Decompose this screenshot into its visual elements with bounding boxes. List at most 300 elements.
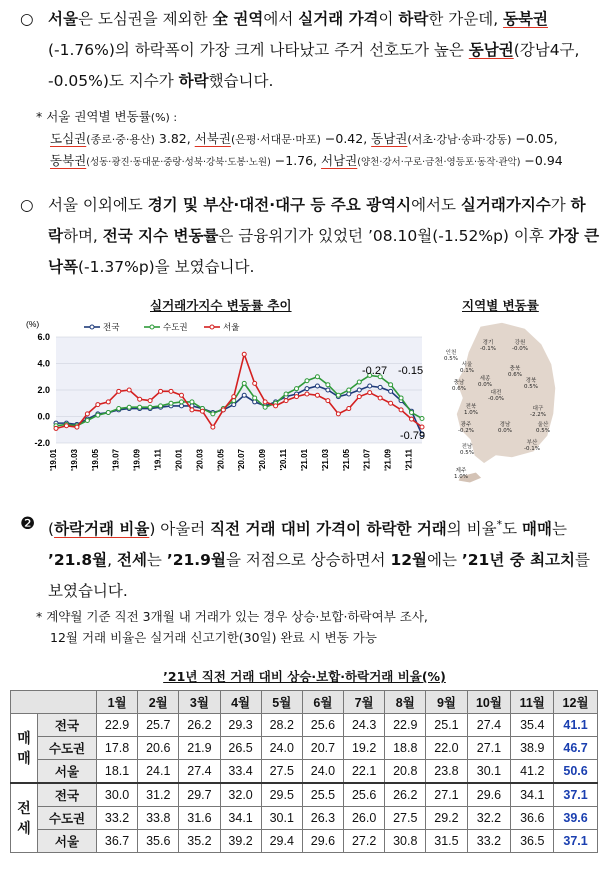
data-point bbox=[326, 399, 330, 403]
data-point bbox=[357, 395, 361, 399]
korea-region-map bbox=[430, 318, 580, 486]
map-region-label bbox=[478, 376, 492, 388]
data-point bbox=[127, 388, 131, 392]
x-tick-label: '21.09 bbox=[383, 449, 393, 471]
table-cell: 25.6 bbox=[302, 714, 343, 737]
data-point bbox=[389, 383, 393, 387]
note-seoul-regions bbox=[36, 106, 606, 173]
table-cell: 23.8 bbox=[426, 760, 467, 784]
table-cell: 26.2 bbox=[385, 783, 426, 807]
y-tick-label: 0.0 bbox=[37, 411, 50, 422]
table-cell: 25.1 bbox=[426, 714, 467, 737]
map-region-label bbox=[536, 422, 550, 434]
data-point bbox=[148, 405, 152, 409]
text-prev-trade: 직전 거래 대비 가격이 하락한 거래 bbox=[210, 520, 447, 539]
legend-label: 서울 bbox=[223, 322, 240, 332]
table-row bbox=[11, 760, 598, 784]
table-header-row bbox=[11, 691, 598, 714]
data-point bbox=[420, 416, 424, 420]
map-region-value: 0.5% bbox=[524, 384, 538, 390]
data-point bbox=[336, 393, 340, 397]
table-row bbox=[11, 783, 598, 807]
text-decline: 하락 bbox=[48, 196, 586, 245]
map-region-name: 세종 bbox=[479, 376, 491, 382]
x-tick-label: '19.01 bbox=[49, 449, 58, 471]
group-label: 매 매 bbox=[11, 714, 38, 784]
map-region-label bbox=[454, 468, 468, 480]
map-region-value: 0.6% bbox=[508, 372, 522, 378]
text-national-rate: 전국 지수 변동률 bbox=[102, 227, 219, 245]
table-cell: 27.1 bbox=[467, 737, 511, 760]
map-region-value: -0.0% bbox=[512, 346, 528, 352]
data-point bbox=[106, 400, 110, 404]
x-tick-label: '21.11 bbox=[404, 449, 414, 471]
text-actual-price: 실거래 가격 bbox=[298, 10, 379, 28]
map-region-value: 1.0% bbox=[454, 474, 468, 480]
map-region-value: 0.0% bbox=[498, 428, 512, 434]
data-point bbox=[169, 401, 173, 405]
table-cell: 20.7 bbox=[302, 737, 343, 760]
table-cell: 41.1 bbox=[554, 714, 598, 737]
text-sale: 매매 bbox=[522, 520, 552, 539]
y-axis-label: (%) bbox=[26, 319, 40, 329]
data-point bbox=[336, 412, 340, 416]
data-point bbox=[85, 412, 89, 416]
x-tick-label: '21.05 bbox=[341, 449, 351, 471]
annotation-label: -0.79 bbox=[400, 430, 426, 443]
table-cell: 22.0 bbox=[426, 737, 467, 760]
text-year-high: ’21년 중 최고치 bbox=[461, 551, 575, 570]
region-value: −0.42, bbox=[320, 131, 372, 146]
region-value: 3.82, bbox=[154, 131, 195, 146]
map-region-label bbox=[512, 340, 528, 352]
row-label: 수도권 bbox=[38, 737, 97, 760]
table-cell: 39.6 bbox=[554, 807, 598, 830]
table-cell: 24.3 bbox=[344, 714, 385, 737]
header-month: 3월 bbox=[179, 691, 220, 714]
table-cell: 24.0 bbox=[302, 760, 343, 784]
text: 에는 bbox=[427, 551, 462, 570]
table-cell: 31.2 bbox=[138, 783, 179, 807]
data-point bbox=[179, 400, 183, 404]
table-cell: 22.9 bbox=[97, 714, 138, 737]
map-region-name: 전남 bbox=[461, 444, 473, 450]
data-point bbox=[326, 388, 330, 392]
data-point bbox=[315, 384, 319, 388]
table-cell: 27.1 bbox=[426, 783, 467, 807]
map-region-value: 0.5% bbox=[444, 356, 458, 362]
text: 하며, bbox=[62, 227, 103, 245]
data-point bbox=[295, 395, 299, 399]
table-cell: 33.8 bbox=[138, 807, 179, 830]
table-row bbox=[11, 830, 598, 853]
text-all-regions: 全 권역 bbox=[212, 10, 264, 28]
data-point bbox=[357, 380, 361, 384]
text-decline: 하락 bbox=[398, 10, 429, 28]
data-point bbox=[263, 405, 267, 409]
table-row bbox=[11, 714, 598, 737]
row-label: 수도권 bbox=[38, 807, 97, 830]
data-point bbox=[347, 392, 351, 396]
note-head: * 서울 권역별 변동률 bbox=[36, 109, 151, 124]
text: 이 bbox=[378, 10, 399, 28]
data-point bbox=[117, 389, 121, 393]
table-cell: 30.8 bbox=[385, 830, 426, 853]
data-point bbox=[399, 396, 403, 400]
table-cell: 25.7 bbox=[138, 714, 179, 737]
bullet-number-2: ❷ bbox=[20, 514, 36, 534]
table-cell: 38.9 bbox=[511, 737, 554, 760]
data-point bbox=[64, 424, 68, 428]
text: 은 금융위기가 있었던 ’08.10월(-1.52%p) 이후 bbox=[218, 227, 549, 245]
legend-marker bbox=[150, 325, 154, 329]
row-label: 서울 bbox=[38, 830, 97, 853]
table-cell: 32.2 bbox=[467, 807, 511, 830]
map-region-name: 강원 bbox=[514, 340, 526, 346]
table-cell: 28.2 bbox=[261, 714, 302, 737]
table-cell: 25.6 bbox=[344, 783, 385, 807]
text-aug: ’21.8월 bbox=[48, 551, 108, 570]
data-point bbox=[315, 375, 319, 379]
table-cell: 20.6 bbox=[138, 737, 179, 760]
map-region-label bbox=[458, 422, 474, 434]
table-cell: 37.1 bbox=[554, 830, 598, 853]
map-region-label bbox=[464, 404, 478, 416]
region-value: −0.94 bbox=[520, 153, 563, 168]
table-cell: 19.2 bbox=[344, 737, 385, 760]
data-point bbox=[179, 404, 183, 408]
table-cell: 29.2 bbox=[426, 807, 467, 830]
map-region-name: 인천 bbox=[445, 350, 457, 356]
header-month: 10월 bbox=[467, 691, 511, 714]
paragraph-national bbox=[20, 190, 600, 283]
data-point bbox=[179, 393, 183, 397]
text-major-cities: 경기 및 부산·대전·대구 등 주요 광역시 bbox=[147, 196, 412, 214]
header-month: 5월 bbox=[261, 691, 302, 714]
data-point bbox=[211, 425, 215, 429]
text-dongnam: 동남권 bbox=[468, 41, 514, 59]
table-cell: 34.1 bbox=[511, 783, 554, 807]
ratio-table bbox=[10, 690, 598, 853]
text: 에서 bbox=[263, 10, 299, 28]
region-value: −0.05, bbox=[511, 131, 558, 146]
region-label: 서북권 bbox=[194, 131, 231, 146]
text: 은 도심권을 제외한 bbox=[77, 10, 213, 28]
y-tick-label: 6.0 bbox=[37, 332, 50, 342]
chart-title: 실거래가지수 변동률 추이 bbox=[150, 298, 292, 313]
table-cell: 27.4 bbox=[179, 760, 220, 784]
map-region-label bbox=[480, 340, 496, 352]
map-region-value: 1.0% bbox=[464, 410, 478, 416]
data-point bbox=[54, 426, 58, 430]
bullet-circle: ○ bbox=[20, 196, 34, 214]
text: 서울 이외에도 bbox=[48, 196, 148, 214]
text-sep: ’21.9월 bbox=[166, 551, 226, 570]
region-label: 서남권 bbox=[321, 153, 358, 168]
map-region-name: 전북 bbox=[465, 404, 477, 410]
text: 비율 bbox=[466, 520, 497, 539]
region-detail: (서초·강남·송파·강동) bbox=[407, 133, 512, 146]
table-cell: 26.3 bbox=[302, 807, 343, 830]
text: 을 저점으로 상승하면서 bbox=[225, 551, 391, 570]
table-cell: 29.5 bbox=[261, 783, 302, 807]
map-region-name: 경남 bbox=[499, 422, 511, 428]
data-point bbox=[368, 391, 372, 395]
text: 는 bbox=[146, 551, 167, 570]
text: 의 bbox=[446, 520, 467, 539]
text: (-1.37%p)을 보였습니다. bbox=[77, 258, 255, 276]
table-row bbox=[11, 807, 598, 830]
table-cell: 35.4 bbox=[511, 714, 554, 737]
data-point bbox=[378, 385, 382, 389]
data-point bbox=[200, 409, 204, 413]
data-point bbox=[117, 407, 121, 411]
data-point bbox=[253, 381, 257, 385]
data-point bbox=[242, 381, 246, 385]
data-point bbox=[389, 389, 393, 393]
data-point bbox=[410, 411, 414, 415]
table-cell: 33.2 bbox=[97, 807, 138, 830]
footnote-mark: * bbox=[496, 518, 503, 531]
region-label: 도심권 bbox=[50, 131, 87, 146]
text-decline-trade: 하락거래 비율 bbox=[54, 520, 150, 539]
text: 를 보였습니다. bbox=[48, 551, 590, 601]
data-point bbox=[169, 389, 173, 393]
text: 에서도 bbox=[411, 196, 461, 214]
map-region-name: 서울 bbox=[461, 362, 473, 368]
annotation-label: -0.27 bbox=[362, 365, 388, 378]
group-label: 전 세 bbox=[11, 783, 38, 853]
data-point bbox=[295, 387, 299, 391]
table-row bbox=[11, 737, 598, 760]
region-label: 동남권 bbox=[371, 131, 408, 146]
data-point bbox=[159, 404, 163, 408]
table-cell: 27.4 bbox=[467, 714, 511, 737]
region-detail: (종로·중·용산) bbox=[86, 133, 155, 146]
y-tick-label: 4.0 bbox=[37, 358, 50, 369]
table-cell: 30.1 bbox=[261, 807, 302, 830]
legend-marker bbox=[210, 325, 214, 329]
map-region-name: 대전 bbox=[490, 390, 502, 396]
note-line-1: * 계약월 기준 직전 3개월 내 거래가 있는 경우 상승·보합·하락여부 조사, bbox=[36, 609, 428, 624]
map-region-value: 0.6% bbox=[452, 386, 466, 392]
data-point bbox=[242, 352, 246, 356]
header-month: 12월 bbox=[554, 691, 598, 714]
table-cell: 33.2 bbox=[467, 830, 511, 853]
data-point bbox=[274, 404, 278, 408]
data-point bbox=[315, 393, 319, 397]
map-region-name: 부산 bbox=[526, 440, 538, 446]
note-line-2: 12월 거래 비율은 실거래 신고기한(30일) 완료 시 변동 가능 bbox=[50, 630, 377, 645]
map-region-value: -0.1% bbox=[524, 446, 540, 452]
legend-label: 전국 bbox=[103, 322, 120, 332]
table-title: ’21년 직전 거래 대비 상승·보합·하락거래 비율(%) bbox=[163, 669, 446, 684]
map-region-name: 경기 bbox=[482, 340, 494, 346]
data-point bbox=[96, 403, 100, 407]
table-cell: 33.4 bbox=[220, 760, 261, 784]
text-dec: 12월 bbox=[390, 551, 427, 570]
row-label: 전국 bbox=[38, 783, 97, 807]
text: 가 bbox=[550, 196, 571, 214]
text-decline: 하락 bbox=[178, 72, 209, 90]
data-point bbox=[190, 408, 194, 412]
row-label: 서울 bbox=[38, 760, 97, 784]
data-point bbox=[75, 425, 79, 429]
x-tick-label: '20.03 bbox=[195, 449, 205, 471]
data-point bbox=[347, 407, 351, 411]
data-point bbox=[284, 392, 288, 396]
map-region-name: 울산 bbox=[537, 422, 549, 428]
header-month: 2월 bbox=[138, 691, 179, 714]
x-tick-label: '21.07 bbox=[362, 449, 372, 471]
data-point bbox=[357, 388, 361, 392]
map-region-label bbox=[530, 406, 546, 418]
map-region-value: 0.5% bbox=[536, 428, 550, 434]
table-cell: 37.1 bbox=[554, 783, 598, 807]
table-cell: 26.5 bbox=[220, 737, 261, 760]
data-point bbox=[211, 412, 215, 416]
korea-map-shape bbox=[430, 318, 580, 486]
x-tick-label: '20.07 bbox=[237, 449, 247, 471]
note-head-unit: (%) : bbox=[150, 111, 178, 124]
map-region-label bbox=[444, 350, 458, 362]
text: , bbox=[107, 551, 117, 570]
table-cell: 29.7 bbox=[179, 783, 220, 807]
region-label: 동북권 bbox=[50, 153, 87, 168]
table-cell: 50.6 bbox=[554, 760, 598, 784]
data-point bbox=[138, 405, 142, 409]
table-cell: 32.0 bbox=[220, 783, 261, 807]
map-region-label bbox=[488, 390, 504, 402]
map-region-value: -0.1% bbox=[480, 346, 496, 352]
text-jeonse: 전세 bbox=[116, 551, 147, 570]
text-largest-drop: 가장 큰 낙폭 bbox=[48, 227, 600, 276]
data-point bbox=[106, 411, 110, 415]
table-cell: 24.0 bbox=[261, 737, 302, 760]
y-tick-label: 2.0 bbox=[37, 385, 50, 395]
data-point bbox=[232, 395, 236, 399]
table-cell: 41.2 bbox=[511, 760, 554, 784]
table-cell: 31.6 bbox=[179, 807, 220, 830]
table-cell: 39.2 bbox=[220, 830, 261, 853]
annotation-label: -0.15 bbox=[398, 365, 424, 378]
data-point bbox=[368, 384, 372, 388]
table-cell: 36.5 bbox=[511, 830, 554, 853]
row-label: 전국 bbox=[38, 714, 97, 737]
table-cell: 26.2 bbox=[179, 714, 220, 737]
table-cell: 36.6 bbox=[511, 807, 554, 830]
header-month: 4월 bbox=[220, 691, 261, 714]
map-region-name: 충북 bbox=[509, 366, 521, 372]
data-point bbox=[389, 401, 393, 405]
data-point bbox=[127, 405, 131, 409]
map-region-value: 0.1% bbox=[460, 368, 474, 374]
header-month: 6월 bbox=[302, 691, 343, 714]
text: 했습니다. bbox=[208, 72, 274, 90]
x-tick-label: '19.09 bbox=[132, 449, 142, 471]
x-tick-label: '20.09 bbox=[258, 449, 268, 471]
header-month: 8월 bbox=[385, 691, 426, 714]
data-point bbox=[305, 392, 309, 396]
map-region-name: 충남 bbox=[453, 380, 465, 386]
table-cell: 34.1 bbox=[220, 807, 261, 830]
table-cell: 25.5 bbox=[302, 783, 343, 807]
data-point bbox=[284, 399, 288, 403]
header-corner bbox=[11, 691, 97, 714]
data-point bbox=[242, 393, 246, 397]
table-cell: 30.1 bbox=[467, 760, 511, 784]
table-cell: 31.5 bbox=[426, 830, 467, 853]
text: (강남4구, -0.05%)도 지수가 bbox=[48, 41, 580, 90]
table-cell: 46.7 bbox=[554, 737, 598, 760]
table-cell: 27.5 bbox=[385, 807, 426, 830]
x-tick-label: '19.03 bbox=[69, 449, 79, 471]
table-cell: 29.4 bbox=[261, 830, 302, 853]
map-region-label bbox=[524, 440, 540, 452]
text-price-index: 실거래가지수 bbox=[460, 196, 551, 214]
data-point bbox=[148, 399, 152, 403]
map-region-name: 경북 bbox=[525, 378, 537, 384]
x-tick-label: '21.01 bbox=[299, 449, 309, 471]
table-cell: 27.5 bbox=[261, 760, 302, 784]
map-title: 지역별 변동률 bbox=[462, 298, 539, 313]
data-point bbox=[159, 389, 163, 393]
x-tick-label: '19.11 bbox=[153, 449, 163, 471]
header-month: 1월 bbox=[97, 691, 138, 714]
table-cell: 21.9 bbox=[179, 737, 220, 760]
legend-label: 수도권 bbox=[163, 322, 188, 332]
table-cell: 29.3 bbox=[220, 714, 261, 737]
map-region-label bbox=[460, 362, 474, 374]
data-point bbox=[253, 400, 257, 404]
data-point bbox=[253, 396, 257, 400]
x-tick-label: '20.11 bbox=[279, 449, 289, 471]
map-region-name: 광주 bbox=[460, 422, 472, 428]
region-detail: (은평·서대문·마포) bbox=[230, 133, 321, 146]
map-region-label bbox=[524, 378, 538, 390]
map-region-value: -0.0% bbox=[488, 396, 504, 402]
x-tick-label: '20.05 bbox=[216, 449, 226, 471]
map-region-name: 대구 bbox=[532, 406, 544, 412]
data-point bbox=[399, 408, 403, 412]
table-cell: 29.6 bbox=[467, 783, 511, 807]
header-month: 11월 bbox=[511, 691, 554, 714]
x-tick-label: '21.03 bbox=[320, 449, 330, 471]
x-tick-label: '19.07 bbox=[111, 449, 121, 471]
region-detail: (양천·강서·구로·금천·영등포·동작·관악) bbox=[357, 157, 521, 168]
x-tick-label: '20.01 bbox=[174, 449, 184, 471]
table-cell: 26.0 bbox=[344, 807, 385, 830]
region-detail: (성동·광진·동대문·중랑·성북·강북·도봉·노원) bbox=[86, 157, 271, 168]
data-point bbox=[410, 417, 414, 421]
data-point bbox=[221, 408, 225, 412]
x-tick-label: '19.05 bbox=[90, 449, 100, 471]
header-month: 9월 bbox=[426, 691, 467, 714]
map-region-label bbox=[508, 366, 522, 378]
table-cell: 22.9 bbox=[385, 714, 426, 737]
text: ) bbox=[149, 520, 156, 539]
text-seoul: 서울 bbox=[48, 10, 78, 28]
map-region-label bbox=[460, 444, 474, 456]
map-region-label bbox=[498, 422, 512, 434]
table-cell: 24.1 bbox=[138, 760, 179, 784]
data-point bbox=[347, 388, 351, 392]
data-point bbox=[138, 397, 142, 401]
map-region-value: -2.2% bbox=[530, 412, 546, 418]
data-point bbox=[190, 400, 194, 404]
data-point bbox=[96, 413, 100, 417]
region-value: −1.76, bbox=[270, 153, 322, 168]
